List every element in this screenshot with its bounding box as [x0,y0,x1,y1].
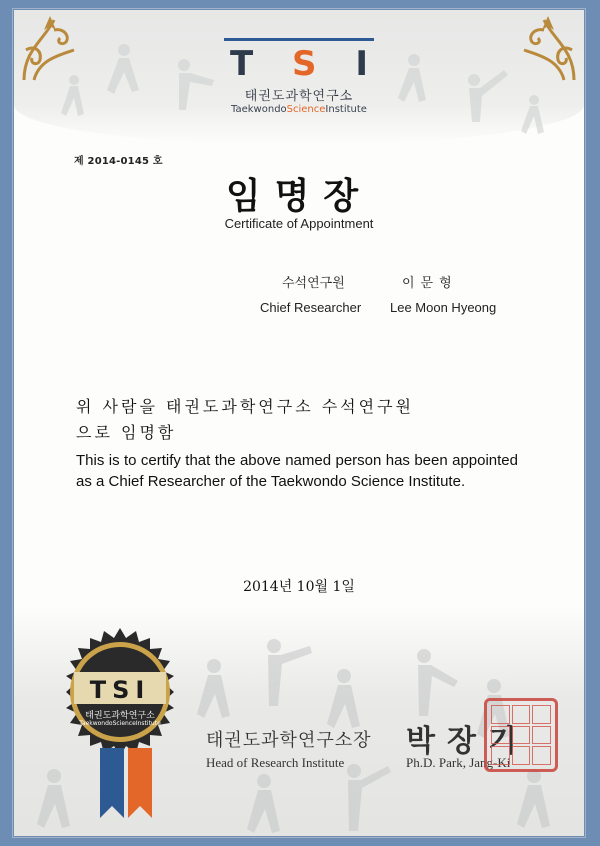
logo-english-taekwondo: Taekwondo [231,104,287,115]
seal-korean-name: 태권도과학연구소 [85,711,155,721]
body-korean-line-1: 위 사람을 태권도과학연구소 수석연구원 [76,397,415,416]
logo-english-name [224,104,374,115]
official-red-stamp [484,698,558,772]
logo-korean-name: 태권도과학연구소 [244,89,354,104]
body-text-english: This is to certify that the above named person has been appointed as a Chief Researcher of the Taekwondo Science Institute. [76,452,518,490]
logo-letter-i: I [355,44,368,84]
issue-date: 2014년 10월 1일 [243,579,355,595]
logo-letters [224,41,374,83]
title-english: Certificate of Appointment [224,216,374,231]
logo-english-science: Science [286,104,326,115]
fleur-de-lis-ornament-right [504,10,584,90]
certificate-paper [14,10,584,836]
title-korean: 임명장 [225,176,373,217]
appointee-role-english: Chief Researcher [260,300,362,315]
logo-letter-s: S [292,44,317,84]
tsi-logo [224,38,374,115]
seal-letters: TSI [89,676,151,704]
certificate-number: 제 2014-0145 호 [74,156,163,167]
appointee-name-english: Lee Moon Hyeong [390,300,497,315]
tsi-gold-seal [54,626,186,758]
logo-letter-t: T [230,44,254,84]
seal-ribbon [96,748,156,818]
signatory-name-korean: 박장기 [406,724,529,759]
stamp-pattern [487,701,555,769]
seal-english-name: TaekwondoScienceInstitute [79,720,161,727]
appointee-name-korean: 이문형 [402,276,458,291]
fleur-de-lis-ornament-left [14,10,94,90]
logo-english-institute: Institute [325,104,367,115]
body-korean-line-2: 으로 임명함 [76,423,177,442]
signatory-name-english: Ph.D. Park, Jang-Ki [406,755,511,770]
body-text-korean [76,394,531,446]
signatory-title-english: Head of Research Institute [206,755,345,770]
appointee-role-korean: 수석연구원 [282,276,345,291]
signatory-title-korean: 태권도과학연구소장 [206,730,372,751]
